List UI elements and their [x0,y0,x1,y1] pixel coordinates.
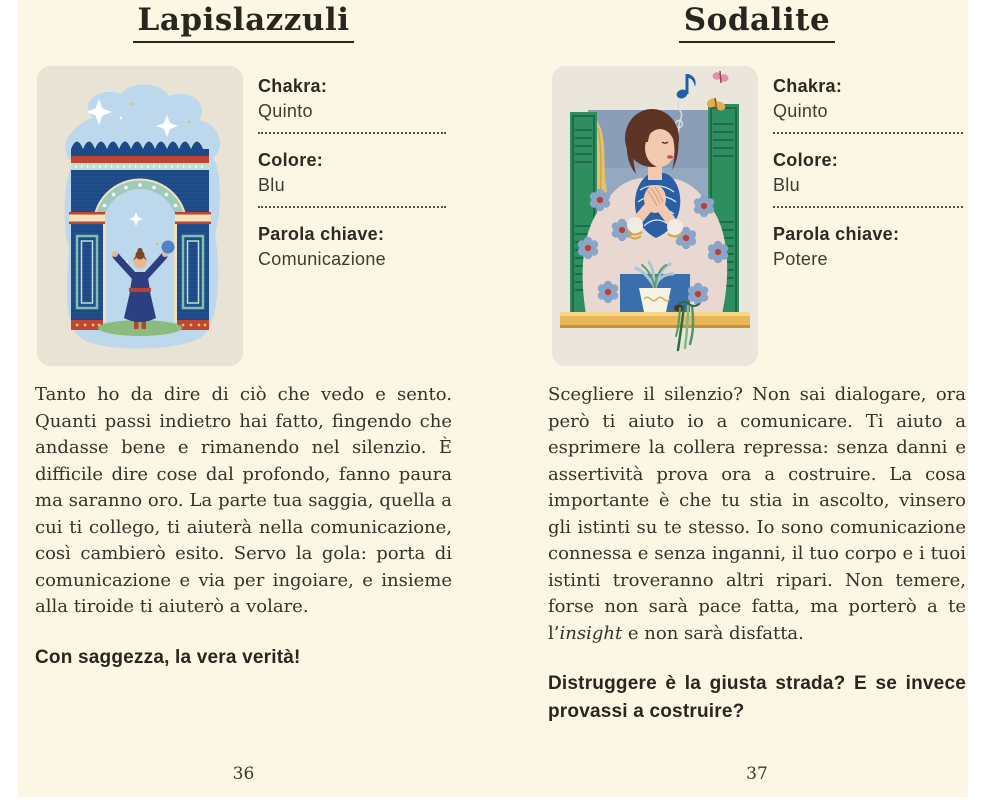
grass [98,320,182,336]
windowsill [560,312,750,328]
page-number: 37 [746,764,768,784]
info-item-colore [773,148,963,208]
sodalite-illustration [552,66,758,366]
closing-text: Distruggere è la giusta strada? E se invece provassi a costruire? [548,673,966,722]
info-list [258,74,446,272]
info-label: Parola chiave: [258,224,385,244]
info-value: Blu [258,175,285,195]
illustration-card [552,66,758,366]
info-value: Blu [773,175,800,195]
page-title-wrap [548,2,966,43]
info-item-parola-chiave [258,222,446,272]
info-value: Potere [773,249,828,269]
info-value: Comunicazione [258,249,386,269]
dotted-divider [258,132,446,134]
info-value: Quinto [773,101,828,121]
info-item-colore [258,148,446,208]
info-label: Parola chiave: [773,224,900,244]
page-sodalite [548,0,966,797]
butterfly-icon-pink [713,71,729,83]
page-lapislazzuli [35,0,452,797]
info-label: Colore: [773,150,839,170]
illustration-card [37,66,243,366]
blue-stone [162,241,175,254]
info-item-chakra [258,74,446,134]
page-number: 36 [232,764,255,784]
info-item-parola-chiave [773,222,963,272]
body-text: Tanto ho da dire di ciò che vedo e sento. Quanti passi indietro hai fatto, fingendo che andasse bene e rimanendo nel silenzio. È difficile dire cose dal profondo, fanno paura ma saranno oro. La parte tua saggia, quella a cui ti collego, ti aiuterà nella comunicazione, così cambierò esito. Servo la gola: porta di comunicazione e via per ingoiare, e insieme alla tiroide ti aiuterò a volare. [35,384,452,617]
info-item-chakra [773,74,963,134]
book-spread [18,0,968,797]
info-label: Colore: [258,150,324,170]
page-title: Lapislazzuli [133,2,355,43]
music-note-icon [675,74,695,100]
dotted-divider [773,206,963,208]
info-value: Quinto [258,101,313,121]
dotted-divider [773,132,963,134]
body-text: Scegliere il silenzio? Non sai dialogare, ora però ti aiuto io a comunicare. Ti aiuto a esprimere la collera repressa: senza danni e assertività prova ora a costruire. La cosa importante è che tu stia in ascolto, vinsero gli istinti su te stesso. Io sono comunicazione connessa e senza inganni, il tuo corpo e i tuoi istinti troveranno altri ripari. Non temere, forse non sarà pace fatta, ma porterò a te l’insight e non sarà disfatta. [548,384,966,644]
closing-text: Con saggezza, la vera verità! [35,647,301,668]
page-title: Sodalite [679,2,835,43]
lapislazzuli-illustration [37,66,243,366]
info-list [773,74,963,272]
page-title-wrap [35,2,452,43]
info-label: Chakra: [773,76,843,96]
dotted-divider [258,206,446,208]
info-label: Chakra: [258,76,328,96]
